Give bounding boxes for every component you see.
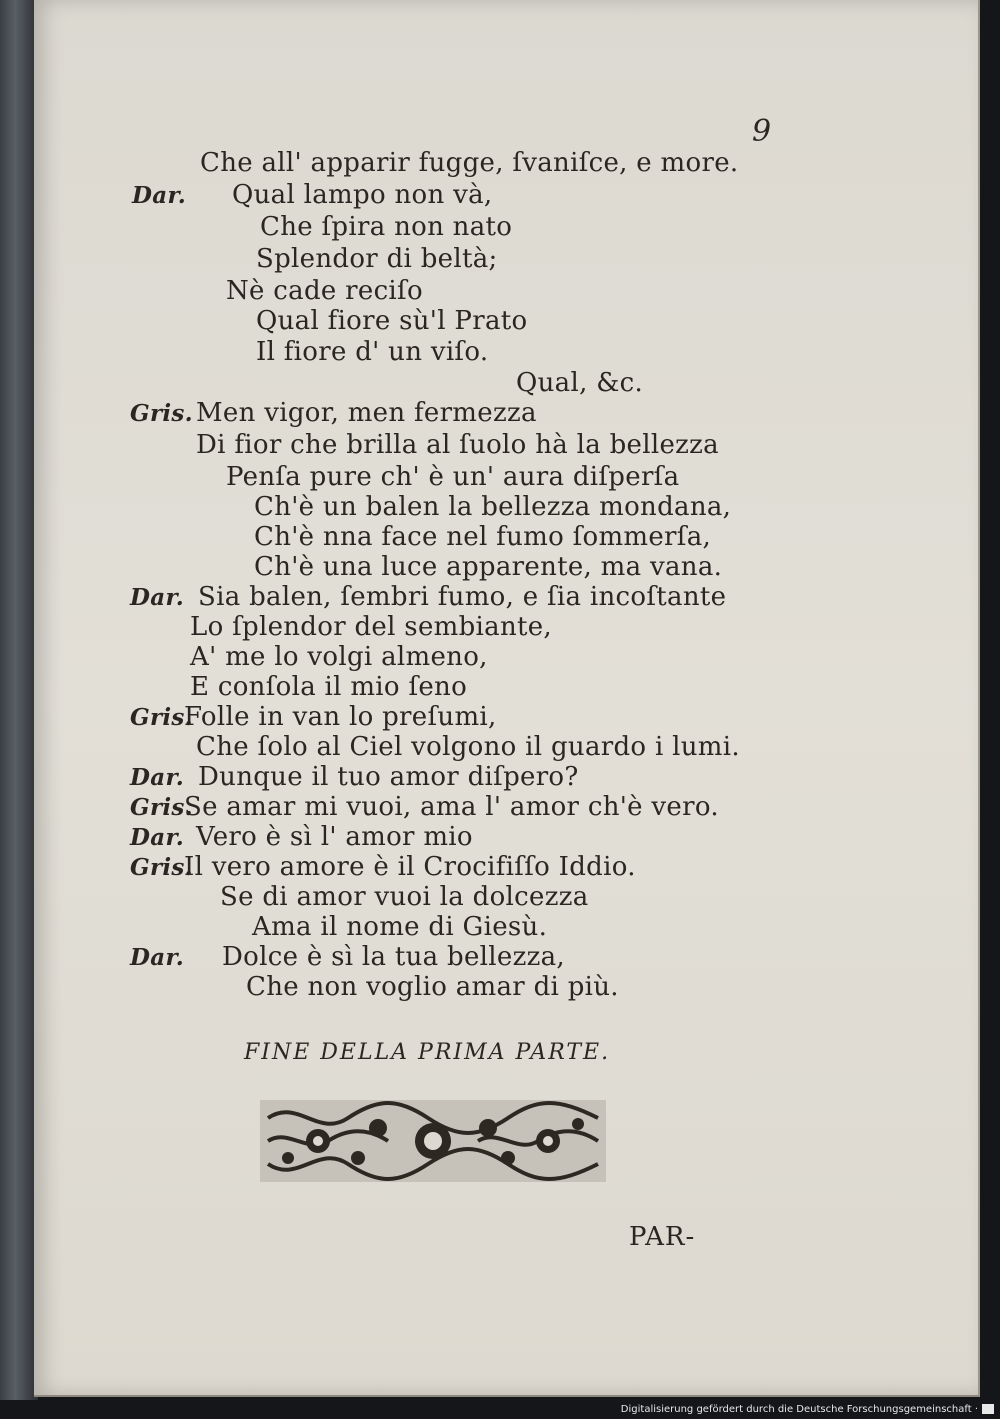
verse-line: Men vigor, men fermezza (196, 398, 537, 428)
verse-line (130, 582, 184, 613)
speaker-label: Dar. (130, 764, 185, 791)
speaker-label: Gris. (130, 794, 193, 821)
verse-line: A' me lo volgi almeno, (190, 642, 488, 672)
speaker-label: Dar. (132, 182, 187, 209)
speaker-label: Dar. (130, 944, 185, 971)
verse-line (130, 822, 184, 853)
verse-line: Che all' apparir fugge, ſvaniſce, e more. (200, 148, 739, 178)
speaker-label: Gris. (130, 704, 193, 731)
verse-line (130, 762, 184, 793)
verse-line: Dolce è sì la tua bellezza, (222, 942, 565, 972)
verse-line: Lo ſplendor del sembiante, (190, 612, 552, 642)
verse-line: Di fior che brilla al ſuolo hà la bellezza (196, 430, 719, 460)
verse-line: Ch'è un balen la bellezza mondana, (254, 492, 732, 522)
verse-line: Se di amor vuoi la dolcezza (220, 882, 589, 912)
speaker-label: Dar. (130, 824, 185, 851)
verse-line: Qual lampo non và, (232, 180, 493, 210)
verse-line: Che ſolo al Ciel volgono il guardo i lumi. (196, 732, 740, 762)
verse-line: Vero è sì l' amor mio (196, 822, 473, 852)
verse-line (132, 180, 186, 211)
verse-line: Qual fiore sù'l Prato (256, 306, 528, 336)
verse-line: Penſa pure ch' è un' aura diſperſa (226, 462, 680, 492)
verse-line: Ama il nome di Giesù. (252, 912, 548, 942)
end-heading: FINE DELLA PRIMA PARTE. (244, 1040, 611, 1065)
speaker-label: Gris. (130, 400, 193, 427)
book-spine (0, 0, 38, 1400)
verse-line: Dunque il tuo amor diſpero? (198, 762, 579, 792)
page-number: 9 (752, 114, 772, 149)
verse-line: Se amar mi vuoi, ama l' amor ch'è vero. (184, 792, 719, 822)
verse-line: Ch'è una luce apparente, ma vana. (254, 552, 723, 582)
verse-line (130, 942, 184, 973)
verse-line: Che ſpira non nato (260, 212, 513, 242)
catchword: PAR- (629, 1222, 696, 1252)
speaker-label: Dar. (130, 584, 185, 611)
verse-line: Splendor di beltà; (256, 244, 498, 274)
verse-line: Sia balen, ſembri fumo, e ſia incoſtante (198, 582, 727, 612)
verse-line: Ch'è nna face nel fumo ſommerſa, (254, 522, 712, 552)
verse-line: Qual, &c. (516, 368, 644, 398)
verse-line (130, 398, 193, 429)
dfg-logo-icon (982, 1404, 994, 1414)
speaker-label: Gris. (130, 854, 193, 881)
verse-line: Nè cade reciſo (226, 276, 423, 306)
footer-text: Digitalisierung gefördert durch die Deutsche Forschungsgemeinschaft · (620, 1404, 978, 1415)
book-page (34, 0, 980, 1397)
verse-line: Il vero amore è il Crocifiſſo Iddio. (184, 852, 636, 882)
verse-line: Che non voglio amar di più. (246, 972, 619, 1002)
woodcut-ornament-icon (258, 1098, 608, 1184)
digitization-footer (621, 1404, 994, 1415)
verse-line: E conſola il mio ſeno (190, 672, 468, 702)
verse-line: Il fiore d' un viſo. (256, 337, 489, 367)
verse-line: Folle in van lo preſumi, (184, 702, 497, 732)
